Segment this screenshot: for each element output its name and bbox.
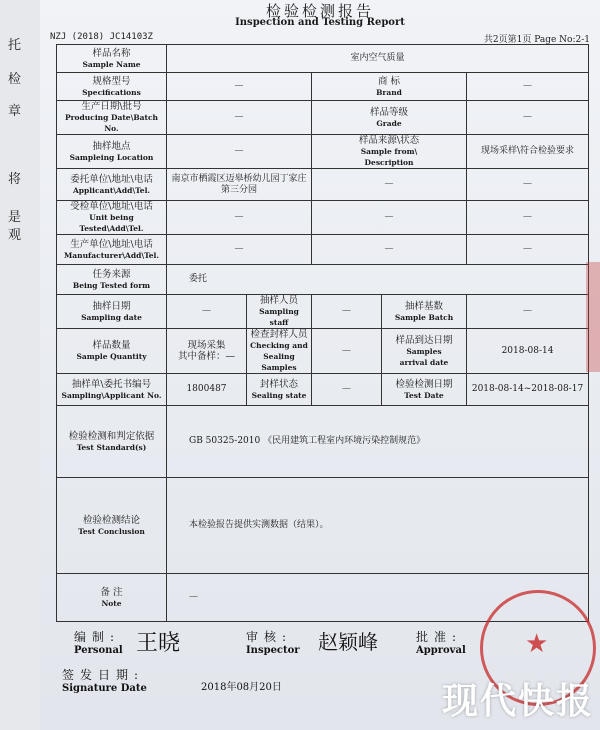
label-producing-date: 生产日期\批号 Producing Date\Batch No.	[57, 101, 167, 135]
label-sampling-location: 抽样地点 Sampleing Location	[57, 135, 167, 169]
value-applicant-address: —	[312, 169, 467, 201]
row-applicant	[57, 169, 589, 201]
label-arrival-date: 样品到达日期 Samples arrival date	[382, 329, 467, 374]
side-char: 是	[8, 210, 22, 225]
label-sampling-no: 抽样单\委托书编号 Sampling\Applicant No.	[57, 374, 167, 406]
value-sampling-no: 1800487	[167, 374, 247, 406]
side-char: 章	[8, 104, 22, 119]
label-task-source: 任务来源 Being Tested form	[57, 265, 167, 295]
label-sampling-staff: 抽样人员 Sampling staff	[247, 295, 312, 329]
side-char: 检	[8, 72, 22, 87]
value-unit-tested-address: —	[312, 201, 467, 235]
value-checking-staff: —	[312, 329, 382, 374]
value-manufacturer: —	[167, 235, 312, 265]
row-sample-quantity	[57, 329, 589, 374]
value-sample-name: 室内空气质量	[167, 45, 589, 73]
side-char: 观	[8, 228, 22, 243]
report-title-cn: 检验检测报告	[265, 2, 374, 20]
approval-label: 批准: Approval	[416, 630, 466, 656]
side-char: 托	[8, 38, 22, 53]
report-ref-no: NZJ (2018) JC14103Z	[50, 32, 153, 42]
signature-date-value: 2018年08月20日	[201, 682, 282, 693]
value-sampling-location: —	[167, 135, 312, 169]
adjacent-page-strip	[0, 0, 40, 730]
label-sample-quantity: 样品数量 Sample Quantity	[57, 329, 167, 374]
seal-star-icon: ★	[525, 629, 549, 659]
inspector-signature: 赵颖峰	[318, 630, 378, 654]
watermark-logo: 现代快报	[441, 681, 594, 722]
report-table	[56, 44, 589, 622]
row-task-source	[57, 265, 589, 295]
value-specifications: —	[167, 73, 312, 101]
label-brand: 商 标 Brand	[312, 73, 467, 101]
label-test-conclusion: 检验检测结论 Test Conclusion	[57, 478, 167, 574]
row-test-standard	[57, 406, 589, 478]
value-test-conclusion: 本检验报告提供实测数据（结果）。	[167, 478, 589, 574]
value-brand: —	[467, 73, 589, 101]
value-test-date: 2018-08-14~2018-08-17	[467, 374, 589, 406]
label-unit-tested: 受检单位\地址\电话 Unit being Tested\Add\Tel.	[57, 201, 167, 235]
value-manufacturer-tel: —	[467, 235, 589, 265]
value-note: —	[167, 574, 589, 622]
value-test-standard: GB 50325-2010 《民用建筑工程室内环境污染控制规范》	[167, 406, 589, 478]
page-info: 共2页第1页 Page No:2-1	[483, 35, 590, 45]
value-arrival-date: 2018-08-14	[467, 329, 589, 374]
personal-label: 编制: Personal	[74, 630, 123, 656]
value-applicant: 南京市栖霞区迈皋桥幼儿园丁家庄第三分园	[167, 169, 312, 201]
report-title-en: Inspection and Testing Report	[235, 17, 405, 28]
row-sampling-location	[57, 135, 589, 169]
side-char: 将	[8, 172, 22, 187]
signature-date-label: 签发日期: Signature Date	[62, 668, 147, 694]
row-sampling-no	[57, 374, 589, 406]
row-producing-date	[57, 101, 589, 135]
personal-signature: 王晓	[136, 631, 181, 656]
value-sampling-date: —	[167, 295, 247, 329]
value-producing-date: —	[167, 101, 312, 135]
row-sample-name	[57, 45, 589, 73]
row-manufacturer	[57, 235, 589, 265]
inspector-label: 审核: Inspector	[246, 630, 300, 656]
value-sealing-state: —	[312, 374, 382, 406]
label-manufacturer: 生产单位\地址\电话 Manufacturer\Add\Tel.	[57, 235, 167, 265]
edge-seal	[586, 262, 600, 372]
label-checking-staff: 检查封样人员 Checking and Sealing Samples	[247, 329, 312, 374]
row-specifications	[57, 73, 589, 101]
value-applicant-tel: —	[467, 169, 589, 201]
value-manufacturer-address: —	[312, 235, 467, 265]
value-sample-from: 现场采样\符合检验要求	[467, 135, 589, 169]
label-test-date: 检验检测日期 Test Date	[382, 374, 467, 406]
label-note: 备 注 Note	[57, 574, 167, 622]
label-test-standard: 检验检测和判定依据 Test Standard(s)	[57, 406, 167, 478]
label-sample-name: 样品名称 Sample Name	[57, 45, 167, 73]
label-sampling-date: 抽样日期 Sampling date	[57, 295, 167, 329]
value-unit-tested-tel: —	[467, 201, 589, 235]
value-grade: —	[467, 101, 589, 135]
label-sealing-state: 封样状态 Sealing state	[247, 374, 312, 406]
value-unit-tested: —	[167, 201, 312, 235]
value-sample-batch: —	[467, 295, 589, 329]
label-applicant: 委托单位\地址\电话 Applicant\Add\Tel.	[57, 169, 167, 201]
label-sample-from: 样品来源\状态 Sample from\ Description	[312, 135, 467, 169]
row-test-conclusion	[57, 478, 589, 574]
value-task-source: 委托	[167, 265, 589, 295]
row-sampling-date	[57, 295, 589, 329]
value-sample-quantity: 现场采集 其中备样：—	[167, 329, 247, 374]
label-sample-batch: 抽样基数 Sample Batch	[382, 295, 467, 329]
label-specifications: 规格型号 Specifications	[57, 73, 167, 101]
label-grade: 样品等级 Grade	[312, 101, 467, 135]
report-page	[40, 0, 600, 730]
value-sampling-staff: —	[312, 295, 382, 329]
row-unit-tested	[57, 201, 589, 235]
